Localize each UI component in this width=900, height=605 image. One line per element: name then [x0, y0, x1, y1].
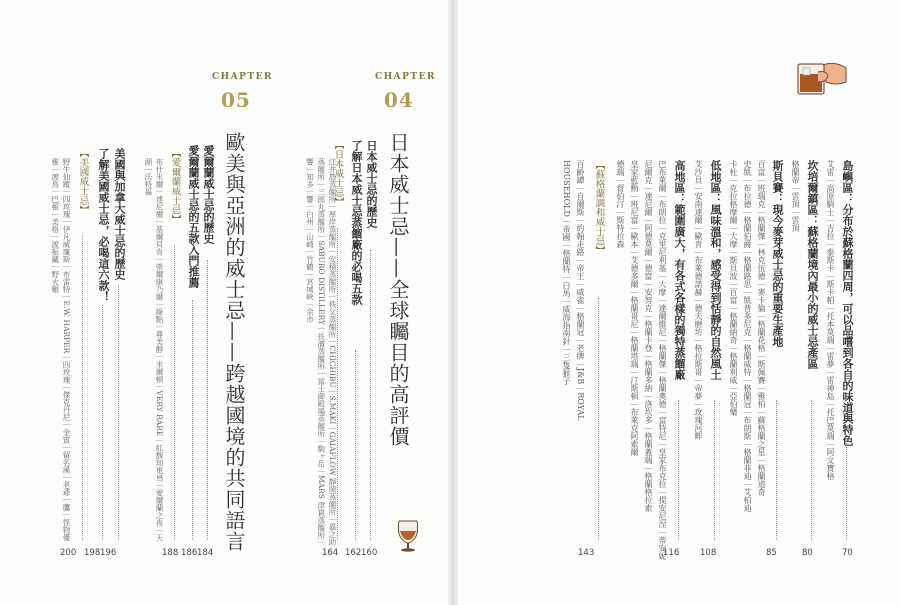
page-number: 188	[162, 548, 179, 558]
toc-entry: 斯貝賽：現今麥芽威士忌的重要生產地	[771, 160, 784, 347]
page-number: 85	[766, 548, 777, 558]
chapter-04-title: 日本威士忌——全球矚目的高評價	[386, 132, 410, 447]
toc-leader	[598, 298, 599, 540]
page-number: 80	[802, 548, 813, 558]
toc-section-heading: 【美國威士忌】	[77, 148, 89, 215]
toc-leader	[714, 400, 715, 540]
chapter-label-04: CHAPTER	[375, 72, 436, 82]
toc-distillery-list: HOUSEHOLD｜帝國｜格蘭特｜白馬｜威海指南針｜三隻猴子	[562, 160, 571, 385]
page-number: 70	[842, 548, 853, 558]
toc-entry: 島嶼區：分布於蘇格蘭四周，可以品嚐到各自的味道與特色	[841, 160, 854, 446]
chapter-number-04: 04	[384, 88, 414, 112]
toc-leader	[776, 400, 777, 540]
toc-section-heading: 【蘇格蘭調和威士忌】	[593, 160, 605, 255]
toc-distillery-list: 史凱｜布拉德｜格蘭伯爵｜格蘭路思｜凱普多尼克｜格蘭威特｜格蘭冠｜布朗斯｜格蘭菲迪｜艾柏迪	[743, 160, 752, 512]
toc-entry: 美國與加拿大威士忌的歷史	[113, 148, 126, 280]
toc-leader	[370, 250, 371, 540]
toc-distillery-list: 巴布萊爾｜布朗拉｜克里尼利基｜大摩｜達爾維尼｜格蘭傑｜格蘭奧德｜富特尼｜皇家布克拉｜提安尼涅｜蒂安妮	[658, 160, 667, 560]
hand-holding-whisky-glass-icon	[790, 52, 850, 100]
toc-entry: 高地區：範圍廣大，有各式各樣的獨特蒸餾廠	[673, 160, 686, 380]
page-number: 198	[84, 548, 101, 558]
page-number: 108	[700, 548, 717, 558]
toc-distillery-list: 江井島蒸餾所｜厚岸蒸餾所｜安積蒸餾所｜秩父蒸餾所｜CHICHIBU｜S.MAKI｜GAIAFLOW 靜岡蒸餾所｜嘉之助蒸餾所｜三郎丸蒸餾所｜SABURO DISTILLERY｜長濱蒸餾所｜富士御殿場蒸餾所｜駒ヶ岳｜MARS 津貫蒸餾所｜響｜知多｜響｜白州｜山崎｜竹鶴｜宮城峽｜余市	[305, 158, 337, 547]
toc-distillery-list: 野牛仙蹤｜四玫瑰｜伊凡威廉斯｜布雷特｜E.W. HARPER｜四玫瑰｜傑克丹尼｜金賓｜留名溪｜老爺｜鷹｜怪物優雅｜渡鳥｜巴頓｜美格｜渡振藏｜野火雞	[50, 158, 71, 541]
chapter-number-05: 05	[221, 88, 251, 112]
toc-entry: 低地區：風味溫和，感受得到恬靜的自然風土	[709, 160, 722, 380]
toc-leader	[811, 400, 812, 540]
page-number: 184	[197, 548, 214, 558]
toc-distillery-list: 百齡罈｜自爾斯｜約翰走路｜帝王｜威雀｜格蘭冠｜老牌｜J&B｜ROYAL	[576, 160, 585, 421]
toc-leader	[192, 300, 193, 540]
toc-distillery-list: 百富｜班瑞克｜格蘭傑｜林克伍德｜麥卡倫｜格蘭花格｜斯佩賽｜雅柏｜蘇格蘭之星｜格蘭道奇	[757, 160, 766, 496]
toc-section-heading: 【愛爾蘭威士忌】	[169, 148, 181, 224]
toc-distillery-list: 布什米爾｜達尼爾｜基爾貝肯｜蒂爾康乃爾｜綠點｜尊美醇｜米爾頓｜VERY RARE｜紅馥知更鳥｜愛爾蘭之夜｜天湖｜沃特福	[143, 158, 164, 542]
toc-leader	[337, 228, 338, 540]
chapter-05-title: 歐美與亞洲的威士忌——跨越國境的共同語言	[222, 132, 246, 552]
page-number: 160	[361, 548, 378, 558]
page-number: 196	[100, 548, 117, 558]
page-number: 143	[578, 548, 595, 558]
toc-entry: 愛爾蘭威士忌的歷史	[202, 145, 215, 244]
page-number: 164	[322, 548, 339, 558]
page-number: 186	[181, 548, 198, 558]
toc-leader	[355, 350, 356, 540]
toc-distillery-list: 格蘭帝｜雲頂｜雲頂	[791, 160, 800, 232]
toc-distillery-list: 皇家藍勳｜班尼富｜歐本｜艾德多爾｜格蘭哥尼｜格蘭塔瑞｜汀斯頓｜布萊克阿索爾	[630, 160, 639, 456]
toc-leader	[678, 400, 679, 540]
page-number: 162	[345, 548, 362, 558]
snifter-glass-icon	[395, 518, 421, 552]
toc-distillery-list: 艾沙貝｜安南達爾｜歐肯｜布萊德諾赫｜德夫磨坊｜格拉斯哥｜帝夢｜玫瑰河畔	[694, 160, 703, 440]
toc-leader	[174, 245, 175, 540]
chapter-label-05: CHAPTER	[212, 72, 273, 82]
toc-entry: 了解美國威士忌，必喝這六款！	[97, 148, 110, 302]
toc-leader	[118, 285, 119, 540]
toc-leader	[207, 260, 208, 540]
toc-distillery-list: 艾雷｜高原騎士｜吉拉｜泰斯卡｜斯卡帕｜托本莫瑞｜雷夢｜雷神島｜托巴莫瑞｜阿文寶格	[826, 160, 835, 480]
page-number: 200	[60, 548, 77, 558]
toc-distillery-list: 德瑞｜督伯汀｜斯特拉森	[616, 160, 625, 248]
toc-entry: 坎培爾鎮區：蘇格蘭境內最小的威士忌產區	[806, 160, 819, 369]
book-gutter	[448, 0, 458, 605]
toc-distillery-list: 卡杜｜克拉格摩爾｜大摩｜斯貝波｜百富｜格蘭納奇｜格蘭利威｜亞伯樂	[729, 160, 738, 416]
toc-leader	[846, 440, 847, 540]
toc-entry: 愛爾蘭威士忌的五款入門推薦	[187, 145, 200, 288]
page-number: 116	[663, 548, 680, 558]
toc-entry: 日本威士忌的歷史	[365, 140, 378, 228]
toc-leader	[102, 305, 103, 540]
toc-leader	[82, 235, 83, 540]
toc-entry: 了解日本威士忌蒸餾廠的必喝五款	[350, 140, 363, 305]
toc-distillery-list: 尼爾克｜達尼爾｜阿德莫爾｜德富｜安努克｜格蘭卡登｜格蘭多納｜洛坎多｜格蘭蓋瑞｜格蘭格拉索	[644, 160, 653, 512]
toc-section-heading: 【日本威士忌】	[332, 140, 344, 207]
